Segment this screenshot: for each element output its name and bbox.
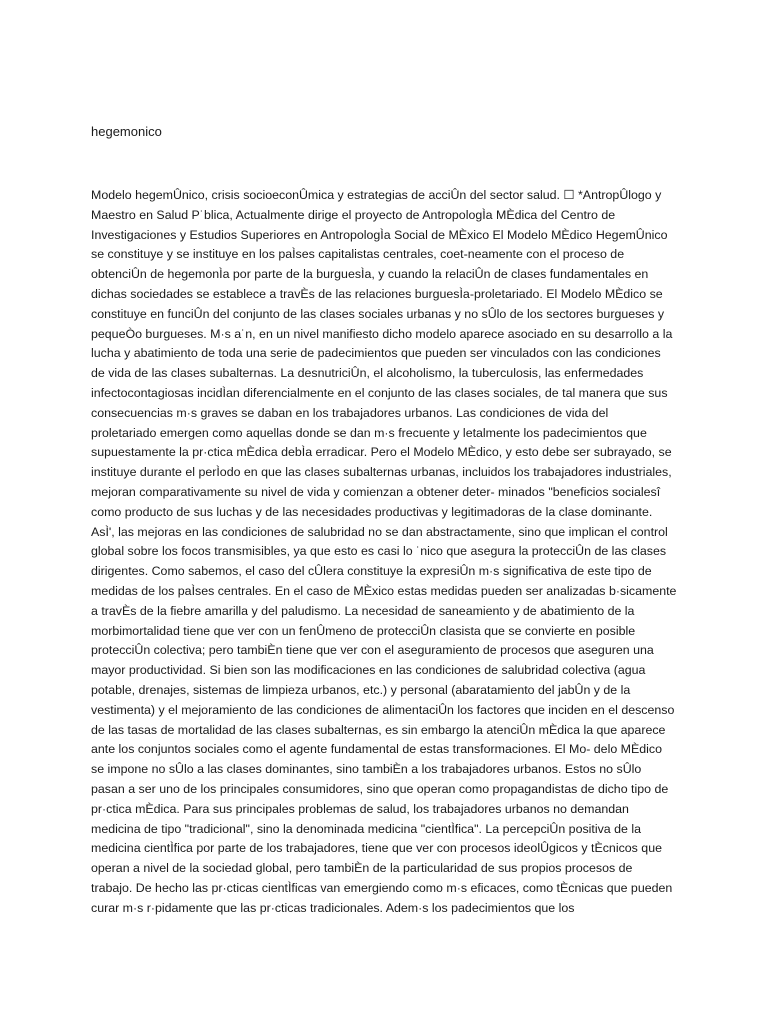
document-body: Modelo hegemÛnico, crisis socioeconÛmica y estrategias de acciÛn del sector salud. ☐ *AntropÛlogo y Maestro en Salud P˙blica, Actualmente dirige el proyecto de AntropologÌa MÈdica del Centro de Investigaciones y Estudios Superiores en AntropologÌa Social de MÈxico El Modelo MÈdico HegemÛnico se constituye y se instituye en los paÌses capitalistas centrales, coet-neamente con el proceso de obtenciÛn de hegemonÌa por parte de la burguesÌa, y cuando la relaciÛn de clases fundamentales en dichas sociedades se establece a travÈs de las relaciones burguesÌa-proletariado. El Modelo MÈdico se constituye en funciÛn del conjunto de las clases sociales urbanas y no sÛlo de los sectores burgueses y pequeÒo burgueses. M·s a˙n, en un nivel manifiesto dicho modelo aparece asociado en su desarrollo a la lucha y abatimiento de toda una serie de padecimientos que pueden ser vinculados con las condiciones de vida de las clases subalternas. La desnutriciÛn, el alcoholismo, la tuberculosis, las enfermedades infectocontagiosas incidÌan diferencialmente en el conjunto de las clases sociales, de tal manera que sus consecuencias m·s graves se daban en los trabajadores urbanos. Las condiciones de vida del proletariado emergen como aquellas donde se dan m·s frecuente y letalmente los padecimientos que supuestamente la pr·ctica mÈdica debÌa erradicar. Pero el Modelo MÈdico, y esto debe ser subrayado, se instituye durante el perÌodo en que las clases subalternas urbanas, incluidos los trabajadores industriales, mejoran comparativamente su nivel de vida y comienzan a obtener deter- minados "beneficios socialesî como producto de sus luchas y de las necesidades productivas y legitimadoras de la clase dominante. AsÌ', las mejoras en las condiciones de salubridad no se dan abstractamente, sino que implican el control global sobre los focos transmisibles, ya que esto es casi lo ˙nico que asegura la protecciÛn de las clases dirigentes. Como sabemos, el caso del cÛlera constituye la expresiÛn m·s significativa de este tipo de medidas de los paÌses centrales. En el caso de MÈxico estas medidas pueden ser analizadas b·sicamente a travÈs de la fiebre amarilla y del paludismo. La necesidad de saneamiento y de abatimiento de la morbimortalidad tiene que ver con un fenÛmeno de protecciÛn clasista que se convierte en posible protecciÛn colectiva; pero tambiÈn tiene que ver con el aseguramiento de procesos que aseguren una mayor productividad. Si bien son las modificaciones en las condiciones de salubridad colectiva (agua potable, drenajes, sistemas de limpieza urbanos, etc.) y personal (abaratamiento del jabÛn y de la vestimenta) y el mejoramiento de las condiciones de alimentaciÛn los factores que inciden en el descenso de las tasas de mortalidad de las clases subalternas, es sin embargo la atenciÛn mÈdica la que aparece ante los conjuntos sociales como el agente fundamental de estas transformaciones. El Mo- delo MÈdico se impone no sÛlo a las clases dominantes, sino tambiÈn a los trabajadores urbanos. Estos no sÛlo pasan a ser uno de los principales consumidores, sino que operan como propagandistas de dicho tipo de pr·ctica mÈdica. Para sus principales problemas de salud, los trabajadores urbanos no demandan medicina de tipo "tradicional", sino la denominada medicina "cientÌfica". La percepciÛn positiva de la medicina cientÌfica por parte de los trabajadores, tiene que ver con procesos ideolÛgicos y tÈcnicos que operan a nivel de la sociedad global, pero tambiÈn de la particularidad de sus propios procesos de trabajo. De hecho las pr·cticas cientÌficas van emergiendo como m·s eficaces, como tÈcnicas que pueden curar m·s r·pidamente que las pr·cticas tradicionales. Adem·s los padecimientos que los: [91, 188, 677, 915]
document-title: hegemonico: [91, 124, 162, 139]
